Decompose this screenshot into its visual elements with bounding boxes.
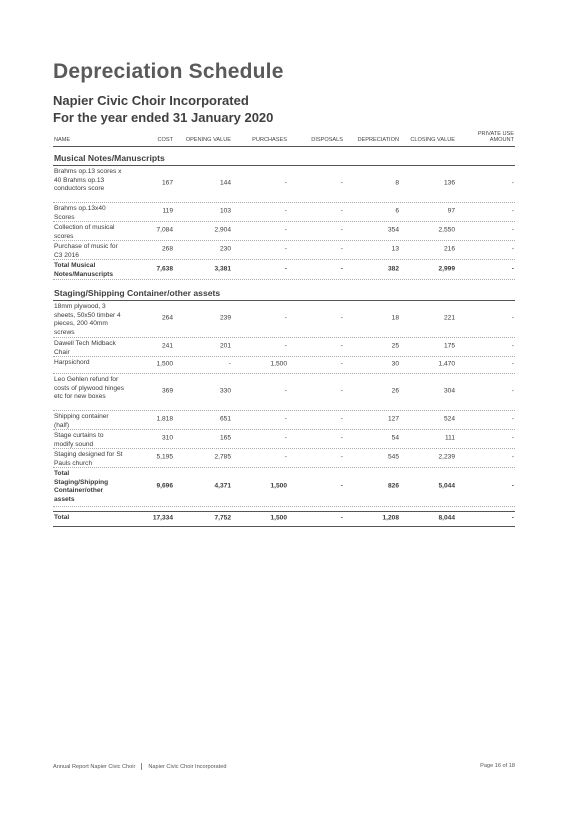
cell-disposals: -	[340, 415, 343, 423]
row-name: Total	[54, 514, 70, 521]
col-closing-header: CLOSING VALUE	[410, 137, 455, 143]
cell-closing: 1,470	[438, 360, 455, 368]
table-row	[53, 338, 515, 357]
cell-closing: 524	[443, 415, 455, 423]
table-body	[53, 147, 515, 527]
cell-opening: 2,785	[214, 453, 231, 461]
cell-depreciation: 30	[391, 360, 399, 368]
cell-purchases: -	[284, 179, 287, 187]
cell-disposals: -	[340, 387, 343, 395]
cell-depreciation: 25	[391, 342, 399, 350]
cell-cost: 1,500	[156, 360, 173, 368]
cell-opening: 651	[219, 415, 231, 423]
section-heading	[53, 280, 515, 301]
cell-closing: 8,044	[438, 514, 455, 522]
cell-private: -	[511, 314, 514, 322]
footer-divider	[141, 763, 142, 770]
cell-depreciation: 127	[387, 415, 399, 423]
cell-cost: 7,638	[156, 265, 173, 273]
row-name: 18mm plywood, 3 sheets, 50x50 timber 4 pieces, 200 40mm screws	[54, 303, 121, 336]
col-cost-header: COST	[157, 137, 173, 143]
col-purchases-header: PURCHASES	[252, 137, 287, 143]
cell-purchases: -	[284, 415, 287, 423]
grand-total-row	[53, 511, 515, 527]
table-row	[53, 411, 515, 430]
cell-purchases: -	[284, 226, 287, 234]
cell-private: -	[511, 265, 514, 273]
footer-left	[53, 763, 226, 770]
cell-cost: 5,195	[156, 453, 173, 461]
cell-purchases: -	[284, 207, 287, 215]
cell-private: -	[511, 360, 514, 368]
table-row	[53, 449, 515, 468]
col-disposals-header: DISPOSALS	[311, 137, 343, 143]
report-period: For the year ended 31 January 2020	[53, 110, 274, 125]
cell-purchases: 1,500	[270, 514, 287, 522]
cell-depreciation: 354	[387, 226, 399, 234]
cell-disposals: -	[340, 265, 343, 273]
cell-closing: 5,044	[438, 482, 455, 490]
section-title: Staging/Shipping Container/other assets	[54, 288, 221, 298]
cell-cost: 1,818	[156, 415, 173, 423]
cell-opening: 4,371	[214, 482, 231, 490]
cell-private: -	[511, 453, 514, 461]
cell-disposals: -	[340, 245, 343, 253]
cell-opening: 2,904	[214, 226, 231, 234]
cell-closing: 136	[443, 179, 455, 187]
cell-opening: 7,752	[214, 514, 231, 522]
cell-private: -	[511, 482, 514, 490]
cell-purchases: -	[284, 314, 287, 322]
organization-name: Napier Civic Choir Incorporated	[53, 93, 249, 108]
col-depreciation-header: DEPRECIATION	[357, 137, 399, 143]
cell-cost: 7,084	[156, 226, 173, 234]
table-row	[53, 222, 515, 241]
cell-closing: 175	[443, 342, 455, 350]
cell-depreciation: 54	[391, 434, 399, 442]
cell-opening: 103	[219, 207, 231, 215]
row-name: Harpsichord	[54, 359, 90, 366]
cell-closing: 2,999	[438, 265, 455, 273]
cell-private: -	[511, 207, 514, 215]
cell-cost: 9,696	[156, 482, 173, 490]
cell-disposals: -	[340, 360, 343, 368]
cell-purchases: 1,500	[270, 482, 287, 490]
cell-cost: 119	[162, 207, 173, 215]
cell-private: -	[511, 387, 514, 395]
cell-private: -	[511, 514, 514, 522]
row-name: Leo Gehlen refund for costs of plywood hinges etc for new boxes	[54, 376, 125, 401]
cell-depreciation: 18	[391, 314, 399, 322]
table-row	[53, 301, 515, 338]
footer-report-name: Annual Report Napier Civic Choir	[53, 763, 136, 770]
cell-depreciation: 8	[395, 179, 399, 187]
row-name: Collection of musical scores	[54, 224, 115, 240]
cell-closing: 304	[443, 387, 455, 395]
table-row	[53, 203, 515, 222]
cell-purchases: -	[284, 265, 287, 273]
cell-depreciation: 26	[391, 387, 399, 395]
cell-disposals: -	[340, 314, 343, 322]
cell-opening: 239	[219, 314, 231, 322]
cell-opening: -	[228, 360, 231, 368]
cell-cost: 268	[161, 245, 173, 253]
cell-private: -	[511, 245, 514, 253]
row-name: Staging designed for St Pauls church	[54, 451, 123, 467]
cell-private: -	[511, 415, 514, 423]
cell-disposals: -	[340, 226, 343, 234]
row-name: Total Staging/Shipping Container/other assets	[54, 470, 109, 503]
cell-purchases: -	[284, 245, 287, 253]
cell-closing: 216	[443, 245, 455, 253]
cell-depreciation: 382	[387, 265, 399, 273]
cell-disposals: -	[340, 514, 343, 522]
footer-org-name: Napier Civic Choir Incorporated	[148, 763, 227, 770]
cell-cost: 264	[161, 314, 173, 322]
cell-disposals: -	[340, 207, 343, 215]
cell-private: -	[511, 342, 514, 350]
cell-disposals: -	[340, 453, 343, 461]
cell-opening: 165	[219, 434, 231, 442]
cell-depreciation: 1,208	[382, 514, 399, 522]
cell-closing: 2,550	[438, 226, 455, 234]
depreciation-table	[53, 124, 515, 527]
col-opening-header: OPENING VALUE	[185, 137, 231, 143]
row-name: Purchase of music for C3 2016	[54, 243, 118, 259]
row-name: Dawell Tech Midback Chair	[54, 340, 116, 356]
section-total-row	[53, 468, 515, 507]
cell-depreciation: 826	[387, 482, 399, 490]
section-heading	[53, 147, 515, 166]
cell-depreciation: 6	[395, 207, 399, 215]
cell-cost: 310	[161, 434, 173, 442]
cell-closing: 221	[443, 314, 455, 322]
cell-purchases: -	[284, 342, 287, 350]
cell-private: -	[511, 434, 514, 442]
row-name: Shipping container (half)	[54, 413, 109, 429]
cell-purchases: -	[284, 434, 287, 442]
cell-depreciation: 13	[391, 245, 399, 253]
cell-opening: 144	[219, 179, 231, 187]
row-name: Total Musical Notes/Manuscripts	[54, 262, 113, 278]
cell-purchases: 1,500	[270, 360, 287, 368]
section-total-row	[53, 260, 515, 280]
cell-opening: 230	[219, 245, 231, 253]
cell-closing: 111	[444, 434, 455, 442]
cell-closing: 97	[447, 207, 455, 215]
cell-purchases: -	[284, 453, 287, 461]
cell-disposals: -	[340, 342, 343, 350]
table-row	[53, 430, 515, 449]
cell-opening: 201	[219, 342, 231, 350]
cell-cost: 241	[161, 342, 173, 350]
cell-disposals: -	[340, 482, 343, 490]
row-name: Brahms op.13x40 Scores	[54, 205, 106, 221]
table-row	[53, 357, 515, 374]
cell-cost: 167	[161, 179, 173, 187]
table-row	[53, 241, 515, 260]
col-name-header: NAME	[54, 137, 71, 143]
cell-private: -	[511, 179, 514, 187]
cell-disposals: -	[340, 179, 343, 187]
cell-cost: 17,334	[152, 514, 173, 522]
section-title: Musical Notes/Manuscripts	[54, 153, 165, 163]
cell-opening: 330	[219, 387, 231, 395]
cell-closing: 2,239	[438, 453, 455, 461]
table-row	[53, 374, 515, 411]
cell-purchases: -	[284, 387, 287, 395]
cell-disposals: -	[340, 434, 343, 442]
cell-private: -	[511, 226, 514, 234]
table-header	[53, 124, 515, 147]
page-number: Page 16 of 18	[480, 763, 515, 769]
col-private-header: PRIVATE USE AMOUNT	[477, 131, 514, 143]
row-name: Stage curtains to modify sound	[54, 432, 104, 448]
cell-cost: 369	[161, 387, 173, 395]
cell-depreciation: 545	[387, 453, 399, 461]
row-name: Brahms op.13 scores x 40 Brahms op.13 conductors score	[54, 168, 122, 193]
cell-opening: 3,381	[214, 265, 231, 273]
page-title: Depreciation Schedule	[53, 60, 284, 83]
table-row	[53, 166, 515, 203]
